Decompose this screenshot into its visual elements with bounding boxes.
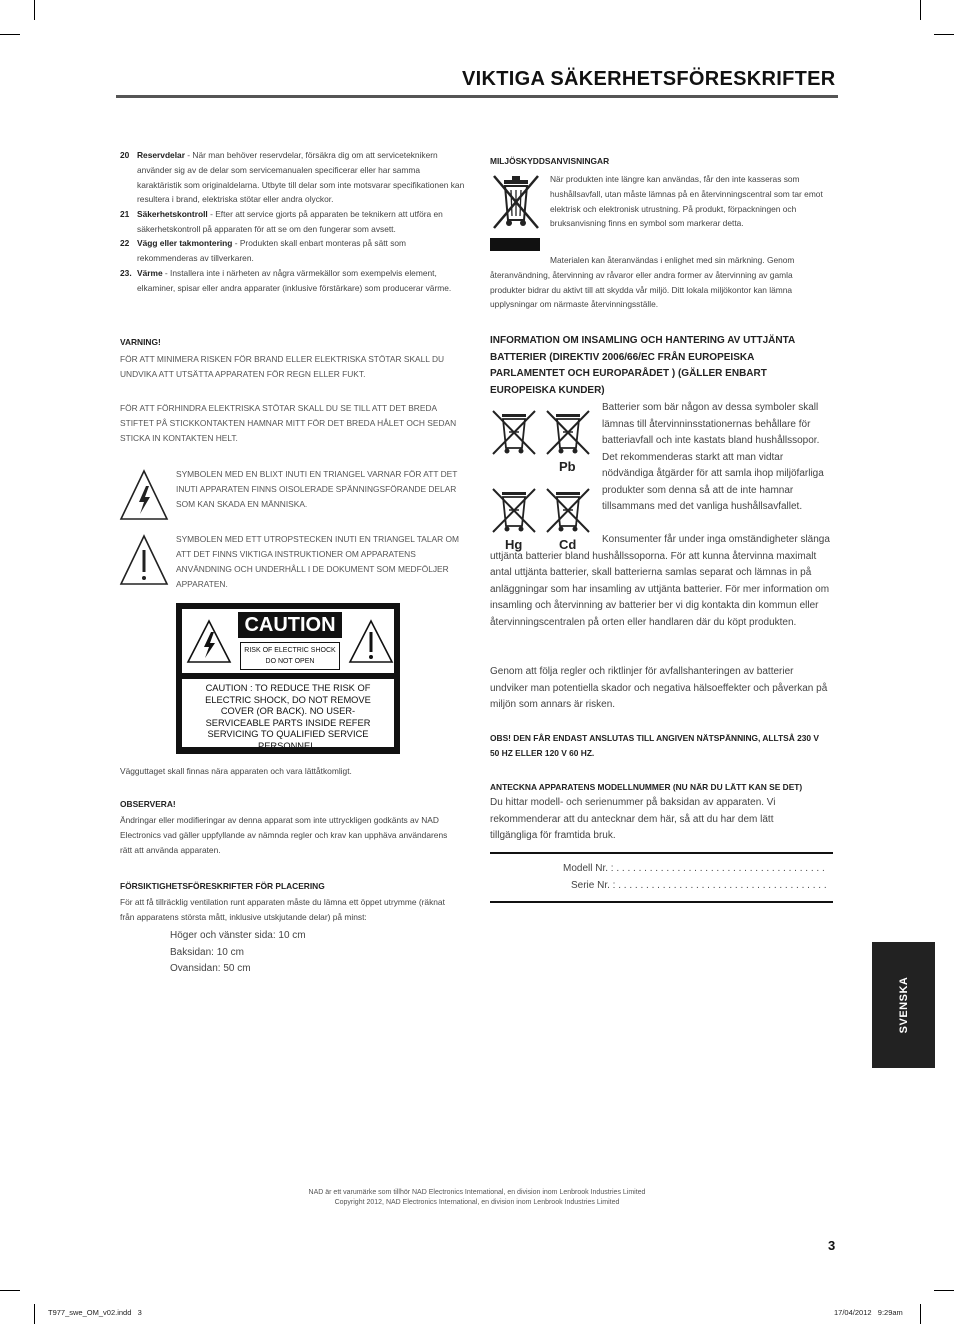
bin-bar-icon bbox=[490, 238, 540, 251]
item-number: 22 bbox=[120, 238, 130, 248]
item-text: - Efter att service gjorts på apparaten be teknikern att utföra en säkerhetskontroll på apparaten för att se om den fungerar som avsett. bbox=[137, 209, 443, 234]
item-label: Reservdelar bbox=[137, 150, 185, 160]
observera-text: Ändringar eller modifieringar av denna apparat som inte uttryckligen godkänts av NAD Electronics vad gäller uppfyllande av nämnda regler och krav kan upphäva användarens rätt att använda apparaten. bbox=[120, 815, 448, 855]
crop-mark bbox=[934, 34, 954, 35]
serial-number-field: Serie Nr. : . . . . . . . . . . . . . . . . . . . . . . . . . . . . . . . . . . . . . . bbox=[571, 880, 827, 891]
placement-heading: FÖRSIKTIGHETSFÖRESKRIFTER FÖR PLACERING bbox=[120, 881, 325, 891]
item-text: - När man behöver reservdelar, försäkra dig om att serviceteknikern använder sig av de delar som servicemanualen specificerar eller har samma karaktäristik som originaldelarna. Utbyte till delar som inte motsvarar specifikationen kan resultera i brand, elektriska stötar eller andra olyckor. bbox=[137, 150, 465, 205]
batteries-text-1: Batterier som bär någon av dessa symboler skall lämnas till återvinninsstationernas behållare för batteriavfall och inte kastats bland hushållssopor. Det rekommenderas starkt att man vidtar nödvändiga åtgärder för att samla ihop miljöfarliga produkter som denna så att de inte hamnar tillsammans med det vanliga hushållsavfallet. bbox=[602, 402, 824, 512]
item-label: Vägg eller takmontering bbox=[137, 238, 233, 248]
battery-bin-hg-icon bbox=[490, 486, 538, 534]
item-number: 21 bbox=[120, 209, 130, 219]
model-record-heading: ANTECKNA APPARATENS MODELLNUMMER (NU NÄR DU LÄTT KAN SE DET) bbox=[490, 782, 803, 792]
crossed-bin-icon bbox=[490, 172, 542, 232]
slug-left: T977_swe_OM_v02.indd 3 bbox=[48, 1308, 142, 1317]
batteries-text-3: Genom att följa regler och riktlinjer för avfallshanteringen av batterier undviker man potentiella skador och negativa hälsoeffekter och påverkan på miljön som annars är risken. bbox=[490, 666, 828, 710]
page-number: 3 bbox=[828, 1238, 836, 1253]
batteries-heading: INFORMATION OM INSAMLING OCH HANTERING AV UTTJÄNTA BATTERIER (DIREKTIV 2006/66/EC FRÅN EUROPEISKA PARLAMENTET OCH EUROPARÅDET ) (GÄLLER ENBART EUROPEISKA KUNDER) bbox=[490, 335, 795, 396]
caution-title: CAUTION bbox=[238, 612, 342, 638]
model-box-top-rule bbox=[490, 852, 833, 854]
slug-right: 17/04/2012 9:29am bbox=[834, 1308, 903, 1317]
exclamation-triangle-icon bbox=[348, 619, 394, 665]
battery-bin-pb-icon bbox=[544, 408, 592, 456]
numbered-item-20 bbox=[120, 148, 465, 207]
caution-label bbox=[176, 603, 400, 754]
crop-mark bbox=[920, 0, 921, 20]
lightning-symbol-text: SYMBOLEN MED EN BLIXT INUTI EN TRIANGEL VARNAR FÖR ATT DET INUTI APPARATEN FINNS OISOLERADE SPÄNNINGSFÖRANDE DELAR SOM KAN SKADA EN MÄNNISKA. bbox=[176, 469, 458, 509]
symbol-label-pb: Pb bbox=[559, 459, 576, 474]
item-label: Säkerhetskontroll bbox=[137, 209, 208, 219]
distance-sides: Höger och vänster sida: 10 cm bbox=[170, 930, 306, 941]
placement-text: För att få tillräcklig ventilation runt apparaten måste du lämna ett öppet utrymme (räknat från apparatens största mått, inklusive utskjutande delar) på minst: bbox=[120, 897, 445, 922]
distance-back: Baksidan: 10 cm bbox=[170, 946, 244, 958]
footer-line-1: NAD är ett varumärke som tillhör NAD Electronics International, en division inom Lenbrook Industries Limited bbox=[308, 1189, 646, 1196]
caution-top-panel bbox=[182, 609, 394, 673]
observera-heading: OBSERVERA! bbox=[120, 799, 176, 809]
crop-mark bbox=[0, 34, 20, 35]
outlet-note: Vägguttaget skall finnas nära apparaten och vara lättåtkomligt. bbox=[120, 766, 352, 776]
caution-body-text: CAUTION : TO REDUCE THE RISK OF ELECTRIC SHOCK, DO NOT REMOVE COVER (OR BACK). NO USER-SERVICEABLE PARTS INSIDE REFER SERVICING TO QUALIFIED SERVICE PERSONNEL. bbox=[205, 683, 371, 751]
warning-paragraph-2: FÖR ATT FÖRHINDRA ELEKTRISKA STÖTAR SKALL DU SE TILL ATT DET BREDA STIFTET PÅ STICKKONTAKTEN HAMNAR MITT FÖR DET BREDA HÅLET OCH SEDAN STICKA IN KONTAKTEN HELT. bbox=[120, 403, 457, 443]
caution-bottom-panel bbox=[182, 679, 394, 751]
item-text: - Installera inte i närheten av några värmekällor som exempelvis element, elkaminer, spisar eller andra apparater (inklusive förstärkare) som producerar värme. bbox=[137, 268, 452, 293]
numbered-item-23 bbox=[120, 266, 465, 296]
exclamation-triangle-icon bbox=[119, 533, 169, 587]
footer-trademark bbox=[200, 1188, 754, 1208]
warning-heading: VARNING! bbox=[120, 337, 161, 347]
symbol-label-cd: Cd bbox=[559, 537, 577, 552]
item-label: Värme bbox=[137, 268, 163, 278]
model-number-field: Modell Nr. : . . . . . . . . . . . . . . . . . . . . . . . . . . . . . . . . . . . . . . bbox=[563, 863, 825, 874]
exclamation-symbol-text: SYMBOLEN MED ETT UTROPSTECKEN INUTI EN TRIANGEL TALAR OM ATT DET FINNS VIKTIGA INSTRUKTIONER OM APPARATENS ANVÄNDNING OCH UNDERHÅLL I DE DOKUMENT SOM MEDFÖLJER APPARATEN. bbox=[176, 534, 459, 589]
placement-distances bbox=[170, 928, 306, 978]
environment-text-1: När produkten inte längre kan användas, får den inte kasseras som hushållsavfall, utan måste lämnas på en återvinningscentral som tar emot elektrisk och elektronisk utrustning. På produkt, förpackningen och bruksanvisning finns en symbol som markerar detta. bbox=[550, 174, 823, 229]
caution-title-box bbox=[238, 612, 342, 670]
crop-mark bbox=[34, 0, 35, 20]
warning-paragraph-1: FÖR ATT MINIMERA RISKEN FÖR BRAND ELLER ELEKTRISKA STÖTAR SKALL DU UNDVIKA ATT UTSÄTTA APPARATEN FÖR REGN ELLER FUKT. bbox=[120, 354, 445, 379]
caution-subtitle-2: DO NOT OPEN bbox=[265, 658, 315, 665]
batteries-text-2: Konsumenter får under inga omständigheter slänga uttjänta batterier bland hushållssoporna. För att kunna återvinna maximalt antal uttjänta batterier, skall batterierna samlas separat och lämnas in på anläggningar som har insamling av uttjänta batterier. För mer information om insamling och återvinning av batterier ber vi dig kontakta din kommun eller återvinningscentralen på orten eller handlaren där du köpt produkten. bbox=[490, 534, 830, 628]
battery-bin-icon bbox=[490, 408, 538, 456]
item-number: 23. bbox=[120, 268, 132, 278]
battery-bin-cd-icon bbox=[544, 486, 592, 534]
distance-top: Ovansidan: 50 cm bbox=[170, 963, 251, 974]
crop-mark bbox=[920, 1304, 921, 1324]
model-record-text: Du hittar modell- och serienummer på baksidan av apparaten. Vi rekommenderar att du antecknar dem här, så att du har dem lätt tillgängliga för framtida bruk. bbox=[490, 797, 776, 841]
item-text: - Produkten skall enbart monteras på sätt som rekommenderas av tillverkaren. bbox=[137, 238, 407, 263]
lightning-triangle-icon bbox=[186, 619, 232, 665]
lightning-triangle-icon bbox=[119, 468, 169, 522]
voltage-note: OBS! DEN FÅR ENDAST ANSLUTAS TILL ANGIVEN NÄTSPÄNNING, ALLTSÅ 230 V 50 HZ ELLER 120 V 60 HZ. bbox=[490, 733, 819, 758]
caution-subtitle-box bbox=[240, 642, 340, 670]
numbered-item-21 bbox=[120, 207, 465, 237]
item-number: 20 bbox=[120, 150, 130, 160]
crop-mark bbox=[0, 1290, 20, 1291]
language-tab bbox=[872, 942, 935, 1068]
crop-mark bbox=[934, 1290, 954, 1291]
environment-text-2: Materialen kan återanvändas i enlighet med sin märkning. Genom återanvändning, återvinning av råvaror eller andra former av återvinning av gamla produkter bidrar du aktivt till att skydda vår miljö. Ditt lokala miljökontor kan lämna upplysningar om närmaste återvinningsställe. bbox=[490, 255, 795, 310]
numbered-item-22 bbox=[120, 236, 465, 266]
crop-mark bbox=[34, 1304, 35, 1324]
title-rule bbox=[116, 95, 838, 98]
symbol-label-hg: Hg bbox=[505, 537, 523, 552]
page-title: VIKTIGA SÄKERHETSFÖRESKRIFTER bbox=[462, 68, 836, 90]
language-tab-label: SVENSKA bbox=[897, 976, 910, 1034]
caution-subtitle-1: RISK OF ELECTRIC SHOCK bbox=[244, 647, 336, 654]
model-box-bottom-rule bbox=[490, 901, 833, 903]
footer-line-2: Copyright 2012, NAD Electronics International, en division inom Lenbrook Industries Limited bbox=[334, 1199, 620, 1206]
environment-heading: MILJÖSKYDDSANVISNINGAR bbox=[490, 156, 610, 166]
